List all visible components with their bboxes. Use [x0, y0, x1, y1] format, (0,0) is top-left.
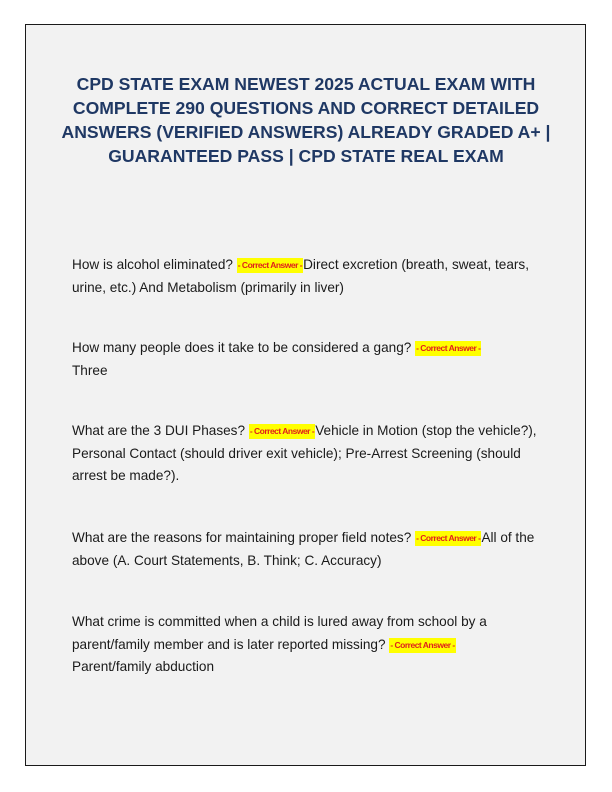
answer-text: Three	[72, 362, 108, 378]
question-text: What are the 3 DUI Phases?	[72, 423, 246, 438]
question-text: How is alcohol eliminated?	[72, 257, 233, 272]
question-text: What are the reasons for maintaining proper field notes?	[72, 530, 412, 545]
qa-item-2	[72, 337, 542, 382]
qa-item-5	[72, 611, 542, 679]
qa-item-3	[72, 420, 542, 488]
answer-text: Vehicle in Motion (stop the vehicle?), Personal Contact (should driver exit vehicle); Pre-Arrest Screening (should arrest be made?).	[72, 423, 537, 483]
answer-text: All of the above (A. Court Statements, B. Think; C. Accuracy)	[72, 530, 535, 568]
qa-item-1	[72, 254, 542, 299]
qa-item-4	[72, 527, 542, 572]
answer-text: Direct excretion (breath, sweat, tears, urine, etc.) And Metabolism (primarily in liver)	[72, 257, 530, 295]
correct-answer-marker: - Correct Answer -	[415, 341, 481, 356]
question-text: How many people does it take to be considered a gang?	[72, 340, 412, 355]
correct-answer-marker: - Correct Answer -	[389, 638, 455, 653]
document-title: CPD STATE EXAM NEWEST 2025 ACTUAL EXAM WITH COMPLETE 290 QUESTIONS AND CORRECT DETAILED ANSWERS (VERIFIED ANSWERS) ALREADY GRADED A+ | GUARANTEED PASS | CPD STATE REAL EXAM	[61, 74, 551, 166]
correct-answer-marker: - Correct Answer -	[237, 258, 303, 273]
answer-text: Parent/family abduction	[72, 659, 215, 674]
question-text: What crime is committed when a child is lured away from school by a parent/family member and is later reported missing?	[72, 614, 487, 652]
correct-answer-marker: - Correct Answer -	[415, 531, 481, 546]
correct-answer-marker: - Correct Answer -	[249, 424, 315, 439]
